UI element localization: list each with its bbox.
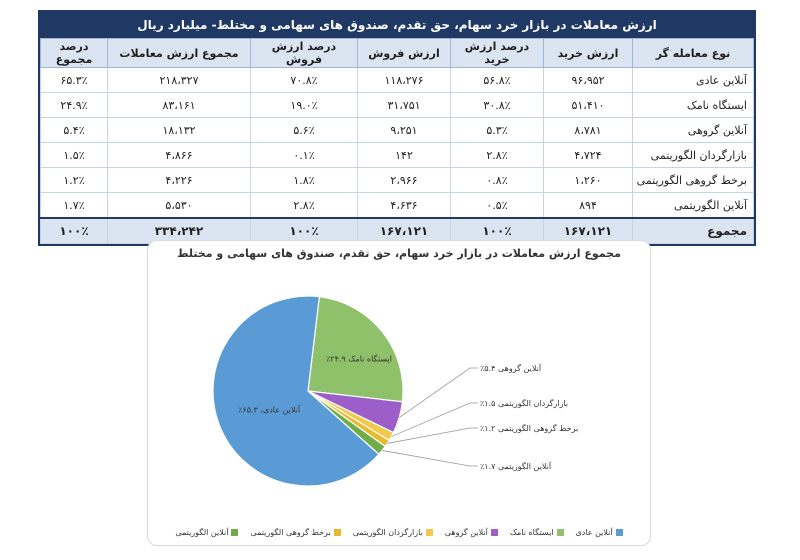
header-cell: مجموع ارزش معاملات: [108, 39, 251, 68]
table-title: ارزش معاملات در بازار خرد سهام، حق تقدم، صندوق های سهامی و مختلط- میلیارد ریال: [40, 12, 754, 38]
table-row: [41, 118, 754, 143]
table-cell: برخط گروهی الگوریتمی: [633, 168, 754, 193]
table-cell: ۳۰.۸٪: [451, 93, 544, 118]
trade-value-table: [38, 10, 756, 246]
table-cell: ۰.۵٪: [451, 193, 544, 219]
table-cell: ۰.۸٪: [451, 168, 544, 193]
table-cell: ۴،۸۶۶: [108, 143, 251, 168]
table-cell: مجموع: [633, 218, 754, 244]
data-label: بازارگردان الگوریتمی ۱.۵٪: [480, 399, 569, 408]
legend-item: [175, 528, 238, 537]
table-cell: ۸۹۴: [544, 193, 633, 219]
leader-line: [391, 403, 478, 437]
header-cell: درصد مجموع: [41, 39, 108, 68]
table-cell: ۵.۴٪: [41, 118, 108, 143]
legend-label: برخط گروهی الگوریتمی: [250, 528, 331, 537]
data-label: برخط گروهی الگوریتمی ۱.۲٪: [480, 424, 579, 433]
pie-chart-panel: [147, 240, 651, 546]
table-cell: ۵.۳٪: [451, 118, 544, 143]
table-cell: ۱.۵٪: [41, 143, 108, 168]
legend-label: ایستگاه نامک: [509, 528, 554, 537]
header-cell: درصد ارزش فروش: [251, 39, 358, 68]
legend-item: [445, 528, 498, 537]
leader-line: [382, 450, 478, 466]
table-cell: ۳۳۴،۲۴۲: [108, 218, 251, 244]
legend-swatch: [231, 529, 238, 536]
table-cell: ۱۱۸،۲۷۶: [358, 68, 451, 93]
table-cell: ۱۰۰٪: [251, 218, 358, 244]
table-row: [41, 168, 754, 193]
legend-swatch: [426, 529, 433, 536]
legend-item: [250, 528, 340, 537]
table-cell: ایستگاه نامک: [633, 93, 754, 118]
table-row: [41, 68, 754, 93]
table-row: [41, 93, 754, 118]
legend-swatch: [334, 529, 341, 536]
table-cell: ۱۰۰٪: [41, 218, 108, 244]
table-row: [41, 143, 754, 168]
legend-item: [576, 528, 623, 537]
table-cell: ۲.۸٪: [251, 193, 358, 219]
table-header-row: [41, 39, 754, 68]
table-cell: ۳۱،۷۵۱: [358, 93, 451, 118]
table-cell: ۱۸،۱۳۲: [108, 118, 251, 143]
data-table: [40, 38, 754, 244]
pie-slice: [308, 297, 403, 402]
leader-line: [387, 428, 478, 443]
pie-chart: [148, 241, 650, 545]
legend-label: آنلاین گروهی: [444, 528, 488, 537]
table-cell: ۱۴۲: [358, 143, 451, 168]
table-cell: بازارگردان الگوریتمی: [633, 143, 754, 168]
table-cell: ۴،۶۳۶: [358, 193, 451, 219]
table-row: [41, 193, 754, 219]
table-cell: ۱.۷٪: [41, 193, 108, 219]
data-label: آنلاین عادی، ۶۵.۳٪: [238, 405, 301, 415]
table-cell: ۱.۸٪: [251, 168, 358, 193]
table-cell: ۵۶.۸٪: [451, 68, 544, 93]
table-cell: ۲.۸٪: [451, 143, 544, 168]
chart-title: مجموع ارزش معاملات در بازار خرد سهام، حق تقدم، صندوق های سهامی و مختلط: [177, 247, 621, 260]
table-cell: ۱۰۰٪: [451, 218, 544, 244]
header-cell: نوع معامله گر: [633, 39, 754, 68]
table-cell: ۵.۶٪: [251, 118, 358, 143]
table-cell: ۵۱،۴۱۰: [544, 93, 633, 118]
legend-label: بازارگردان الگوریتمی: [352, 528, 423, 537]
legend-label: آنلاین الگوریتمی: [175, 528, 229, 537]
table-cell: آنلاین گروهی: [633, 118, 754, 143]
legend-swatch: [557, 529, 564, 536]
table-cell: ۵،۵۳۰: [108, 193, 251, 219]
table-cell: ۲۱۸،۳۲۷: [108, 68, 251, 93]
table-cell: آنلاین الگوریتمی: [633, 193, 754, 219]
table-cell: ۱۶۷،۱۲۱: [358, 218, 451, 244]
table-cell: ۱،۲۶۰: [544, 168, 633, 193]
legend-label: آنلاین عادی: [575, 528, 613, 537]
table-cell: ۹۶،۹۵۲: [544, 68, 633, 93]
table-cell: ۲۴.۹٪: [41, 93, 108, 118]
header-cell: درصد ارزش خرید: [451, 39, 544, 68]
legend-item: [353, 528, 433, 537]
table-cell: ۰.۱٪: [251, 143, 358, 168]
header-cell: ارزش فروش: [358, 39, 451, 68]
table-cell: ۸،۷۸۱: [544, 118, 633, 143]
table-cell: ۴،۷۲۴: [544, 143, 633, 168]
table-cell: ۶۵.۳٪: [41, 68, 108, 93]
table-cell: ۲،۹۶۶: [358, 168, 451, 193]
table-cell: ۱.۲٪: [41, 168, 108, 193]
chart-legend: [148, 528, 650, 537]
table-cell: ۷۰.۸٪: [251, 68, 358, 93]
data-label: ایستگاه نامک ۲۴.۹٪: [326, 354, 392, 364]
legend-swatch: [616, 529, 623, 536]
legend-item: [510, 528, 564, 537]
data-label: آنلاین گروهی ۵.۴٪: [480, 364, 542, 373]
table-cell: ۱۹.۰٪: [251, 93, 358, 118]
data-label: آنلاین الگوریتمی ۱.۷٪: [480, 462, 552, 471]
table-cell: ۱۶۷،۱۲۱: [544, 218, 633, 244]
table-cell: ۸۳،۱۶۱: [108, 93, 251, 118]
legend-swatch: [491, 529, 498, 536]
leader-line: [399, 368, 478, 418]
table-cell: ۴،۲۲۶: [108, 168, 251, 193]
table-cell: ۹،۲۵۱: [358, 118, 451, 143]
table-cell: آنلاین عادی: [633, 68, 754, 93]
header-cell: ارزش خرید: [544, 39, 633, 68]
